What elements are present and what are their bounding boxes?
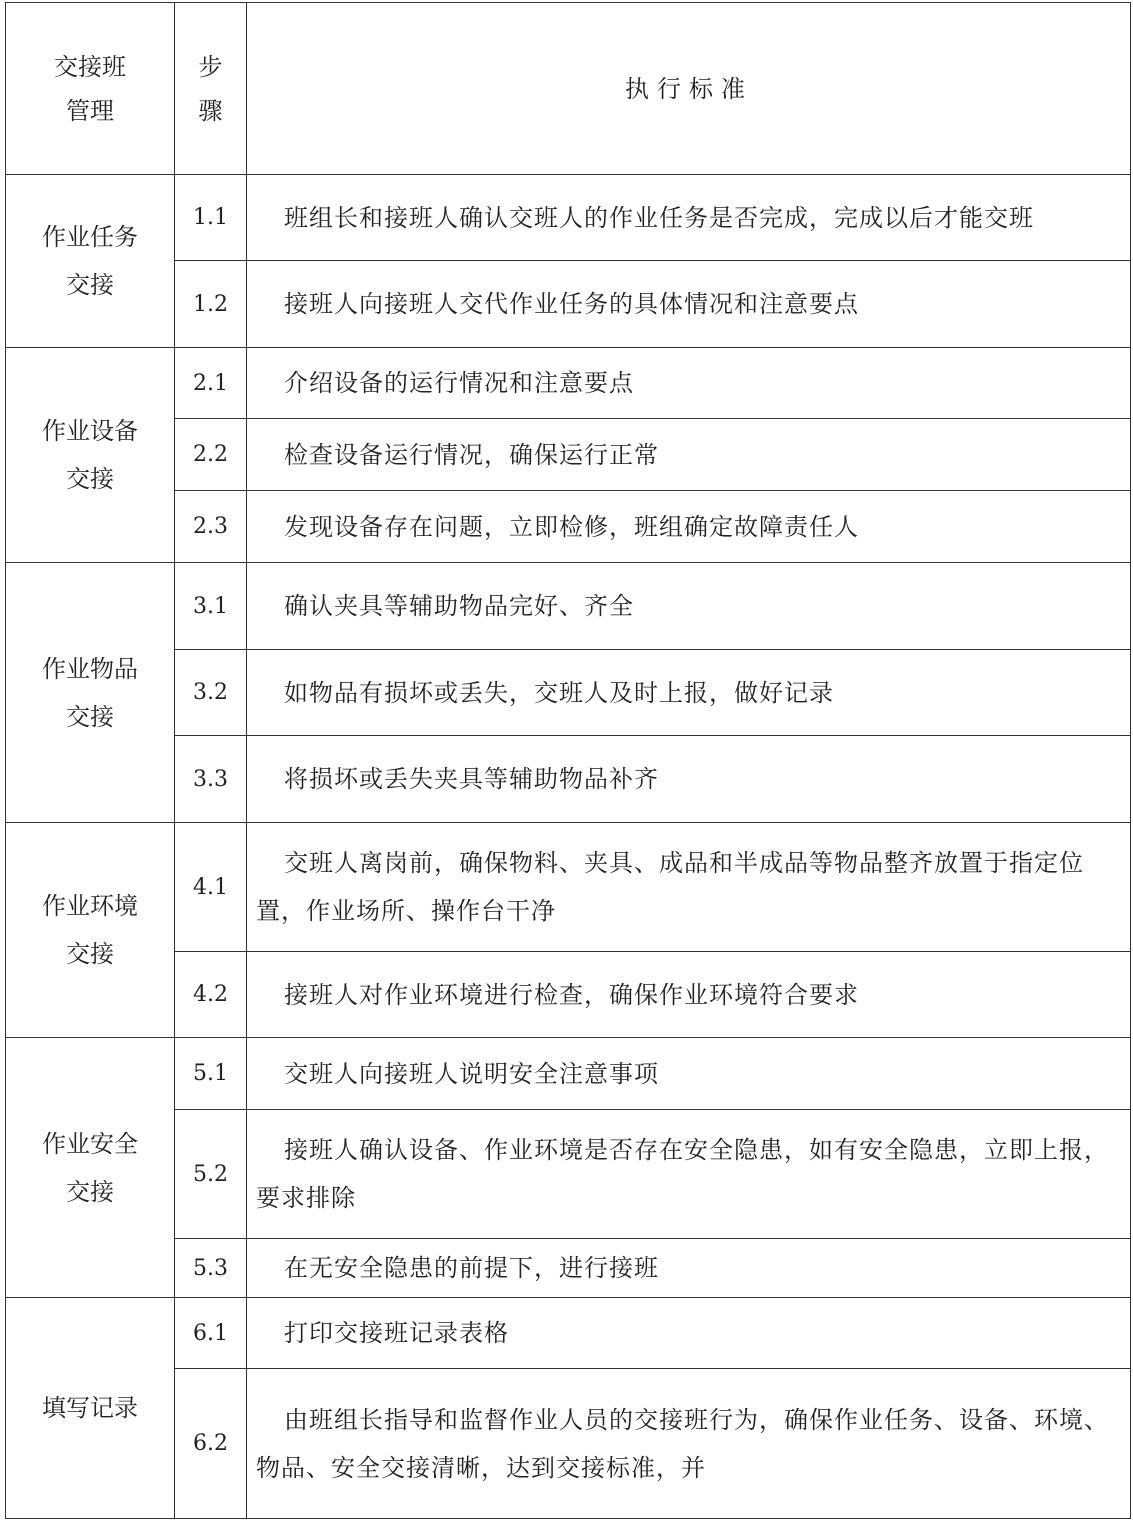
step-number: 6.1 <box>175 1298 247 1369</box>
header-category: 交接班 管理 <box>6 3 175 175</box>
table-row <box>6 650 1131 736</box>
step-text: 交班人离岗前，确保物料、夹具、成品和半成品等物品整齐放置于指定位置，作业场所、操作台干净 <box>247 823 1131 952</box>
step-number: 4.1 <box>175 823 247 952</box>
step-text: 交班人向接班人说明安全注意事项 <box>247 1038 1131 1110</box>
step-text: 由班组长指导和监督作业人员的交接班行为，确保作业任务、设备、环境、物品、安全交接清晰，达到交接标准，并 <box>247 1369 1131 1519</box>
step-text: 介绍设备的运行情况和注意要点 <box>247 348 1131 419</box>
table-row <box>6 175 1131 261</box>
step-number: 5.3 <box>175 1239 247 1298</box>
group-label: 作业安全 交接 <box>6 1038 175 1298</box>
table-row <box>6 563 1131 650</box>
step-text: 检查设备运行情况，确保运行正常 <box>247 419 1131 491</box>
header-step: 步 骤 <box>175 3 247 175</box>
step-number: 6.2 <box>175 1369 247 1519</box>
table-row <box>6 261 1131 348</box>
step-number: 5.1 <box>175 1038 247 1110</box>
step-text: 接班人向接班人交代作业任务的具体情况和注意要点 <box>247 261 1131 348</box>
step-number: 3.2 <box>175 650 247 736</box>
step-number: 1.2 <box>175 261 247 348</box>
step-text: 确认夹具等辅助物品完好、齐全 <box>247 563 1131 650</box>
table-row <box>6 348 1131 419</box>
step-text: 打印交接班记录表格 <box>247 1298 1131 1369</box>
shift-handover-table <box>5 2 1131 1519</box>
group-label: 作业环境 交接 <box>6 823 175 1038</box>
group-label: 作业任务 交接 <box>6 175 175 348</box>
step-text: 班组长和接班人确认交班人的作业任务是否完成，完成以后才能交班 <box>247 175 1131 261</box>
table-row <box>6 736 1131 823</box>
header-standard: 执行标准 <box>247 3 1131 175</box>
table-row <box>6 823 1131 952</box>
step-number: 2.3 <box>175 491 247 563</box>
table-row <box>6 1298 1131 1369</box>
step-number: 2.2 <box>175 419 247 491</box>
step-number: 3.1 <box>175 563 247 650</box>
step-text: 如物品有损坏或丢失，交班人及时上报，做好记录 <box>247 650 1131 736</box>
step-number: 1.1 <box>175 175 247 261</box>
table-row <box>6 419 1131 491</box>
step-text: 发现设备存在问题，立即检修，班组确定故障责任人 <box>247 491 1131 563</box>
group-label: 作业物品 交接 <box>6 563 175 823</box>
table-row <box>6 1110 1131 1239</box>
step-text: 接班人确认设备、作业环境是否存在安全隐患，如有安全隐患，立即上报，要求排除 <box>247 1110 1131 1239</box>
step-number: 3.3 <box>175 736 247 823</box>
step-number: 2.1 <box>175 348 247 419</box>
table-row <box>6 1038 1131 1110</box>
step-text: 接班人对作业环境进行检查，确保作业环境符合要求 <box>247 952 1131 1038</box>
step-number: 5.2 <box>175 1110 247 1239</box>
table-row <box>6 491 1131 563</box>
group-label: 作业设备 交接 <box>6 348 175 563</box>
step-text: 将损坏或丢失夹具等辅助物品补齐 <box>247 736 1131 823</box>
step-number: 4.2 <box>175 952 247 1038</box>
group-label: 填写记录 <box>6 1298 175 1519</box>
step-text: 在无安全隐患的前提下，进行接班 <box>247 1239 1131 1298</box>
table-row <box>6 952 1131 1038</box>
header-row <box>6 3 1131 175</box>
table-row <box>6 1239 1131 1298</box>
table-row <box>6 1369 1131 1519</box>
